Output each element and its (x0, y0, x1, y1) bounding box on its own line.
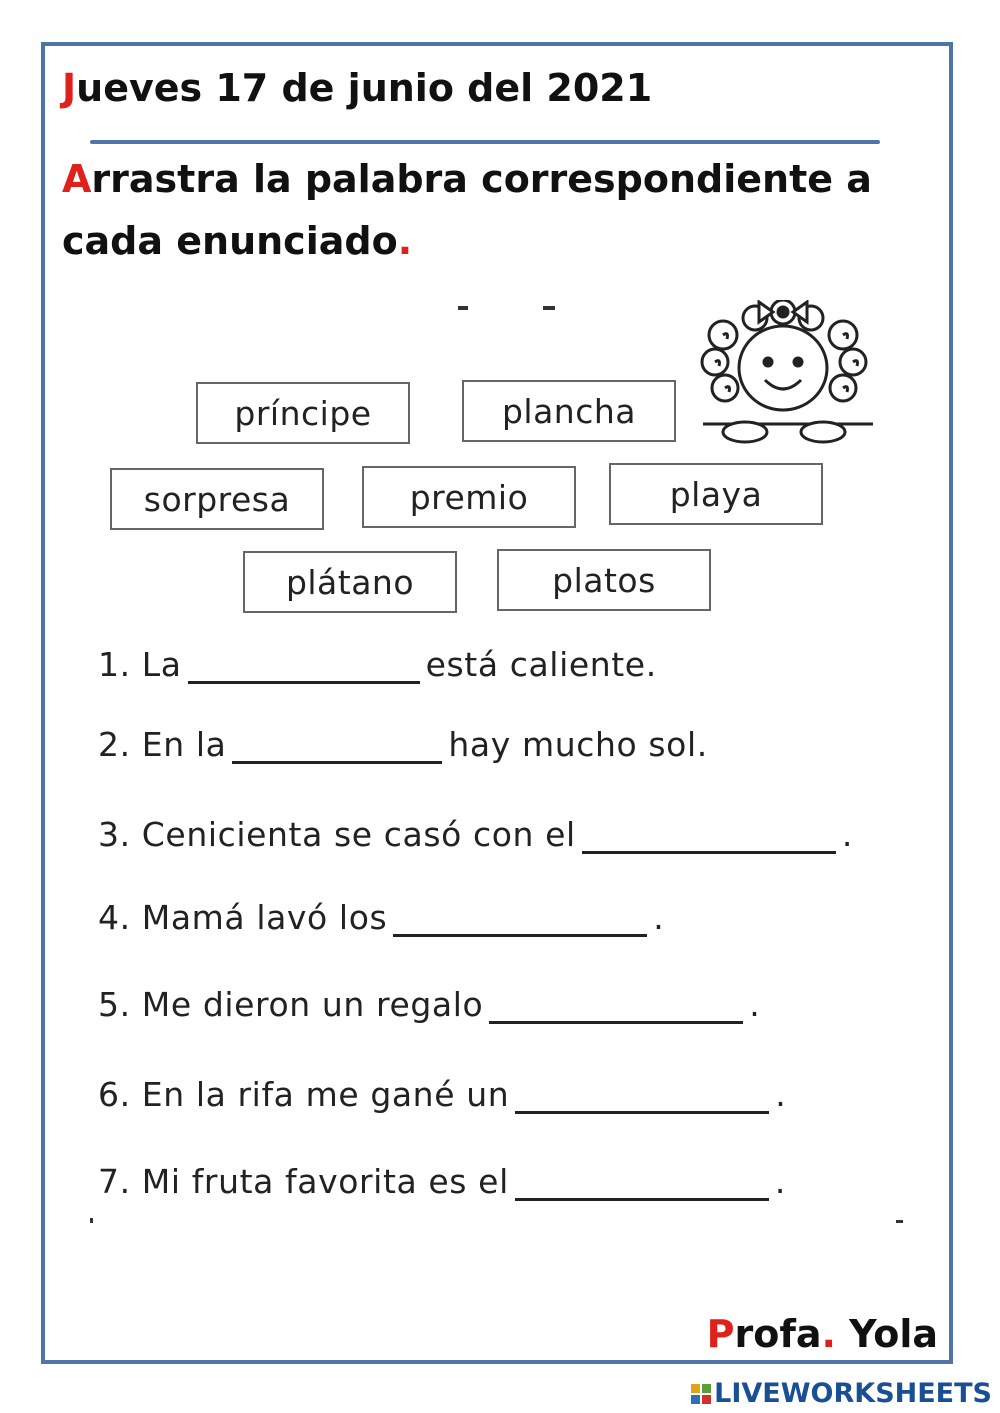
sentence-text: 7. Mi fruta favorita es el (98, 1162, 509, 1201)
liveworksheets-logo-icon (691, 1384, 711, 1404)
girl-illustration (693, 300, 873, 450)
sentence-text: 5. Me dieron un regalo (98, 985, 484, 1024)
sentence-text: hay mucho sol. (448, 725, 708, 764)
brand-text: LIVEWORKSHEETS (714, 1378, 992, 1409)
sentence-4 (98, 898, 664, 937)
word-card-premio[interactable]: premio (362, 466, 576, 528)
sentence-3 (98, 815, 853, 854)
word-card-sorpresa[interactable]: sorpresa (110, 468, 324, 530)
date-heading (62, 66, 652, 110)
sentence-text: está caliente. (425, 645, 657, 684)
sentence-5 (98, 985, 760, 1024)
answer-blank[interactable] (232, 731, 442, 764)
sentence-text: 4. Mamá lavó los (98, 898, 388, 937)
answer-blank[interactable] (489, 991, 743, 1024)
instruction-body: rrastra la palabra correspondiente a cada enunciado (62, 157, 872, 263)
sentence-text: . (749, 985, 761, 1024)
liveworksheets-brand[interactable] (691, 1378, 992, 1409)
instruction-period: . (397, 219, 413, 263)
worksheet (88, 300, 900, 1240)
sentence-text: . (653, 898, 665, 937)
word-card-principe[interactable]: príncipe (196, 382, 410, 444)
answer-blank[interactable] (393, 904, 647, 937)
instruction-initial: A (62, 157, 92, 201)
sentence-text: 6. En la rifa me gané un (98, 1075, 510, 1114)
sentence-text: 3. Cenicienta se casó con el (98, 815, 576, 854)
answer-blank[interactable] (582, 821, 836, 854)
signature-title: rofa (734, 1312, 822, 1356)
signature-dot: . (821, 1312, 836, 1356)
answer-blank[interactable] (188, 651, 420, 684)
date-text: ueves 17 de junio del 2021 (76, 66, 653, 110)
scan-speck (90, 1218, 93, 1223)
sentence-6 (98, 1075, 786, 1114)
divider-line (90, 140, 880, 144)
instruction-text (62, 148, 922, 272)
sentence-1 (98, 645, 657, 684)
teacher-signature (707, 1312, 938, 1356)
sentence-2 (98, 725, 708, 764)
sentence-text: 1. La (98, 645, 182, 684)
date-initial: J (62, 66, 77, 110)
sentence-text: . (774, 1162, 786, 1201)
answer-blank[interactable] (515, 1081, 769, 1114)
word-card-platos[interactable]: platos (497, 549, 711, 611)
scan-speck (896, 1220, 903, 1223)
scan-speck (543, 306, 555, 310)
signature-name: Yola (835, 1312, 938, 1356)
word-card-playa[interactable]: playa (609, 463, 823, 525)
sentence-text: 2. En la (98, 725, 227, 764)
word-card-platano[interactable]: plátano (243, 551, 457, 613)
word-card-plancha[interactable]: plancha (462, 380, 676, 442)
signature-initial: P (706, 1312, 735, 1356)
answer-blank[interactable] (515, 1168, 769, 1201)
sentence-text: . (775, 1075, 787, 1114)
sentence-7 (98, 1162, 786, 1201)
scan-speck (458, 306, 468, 310)
sentence-text: . (841, 815, 853, 854)
